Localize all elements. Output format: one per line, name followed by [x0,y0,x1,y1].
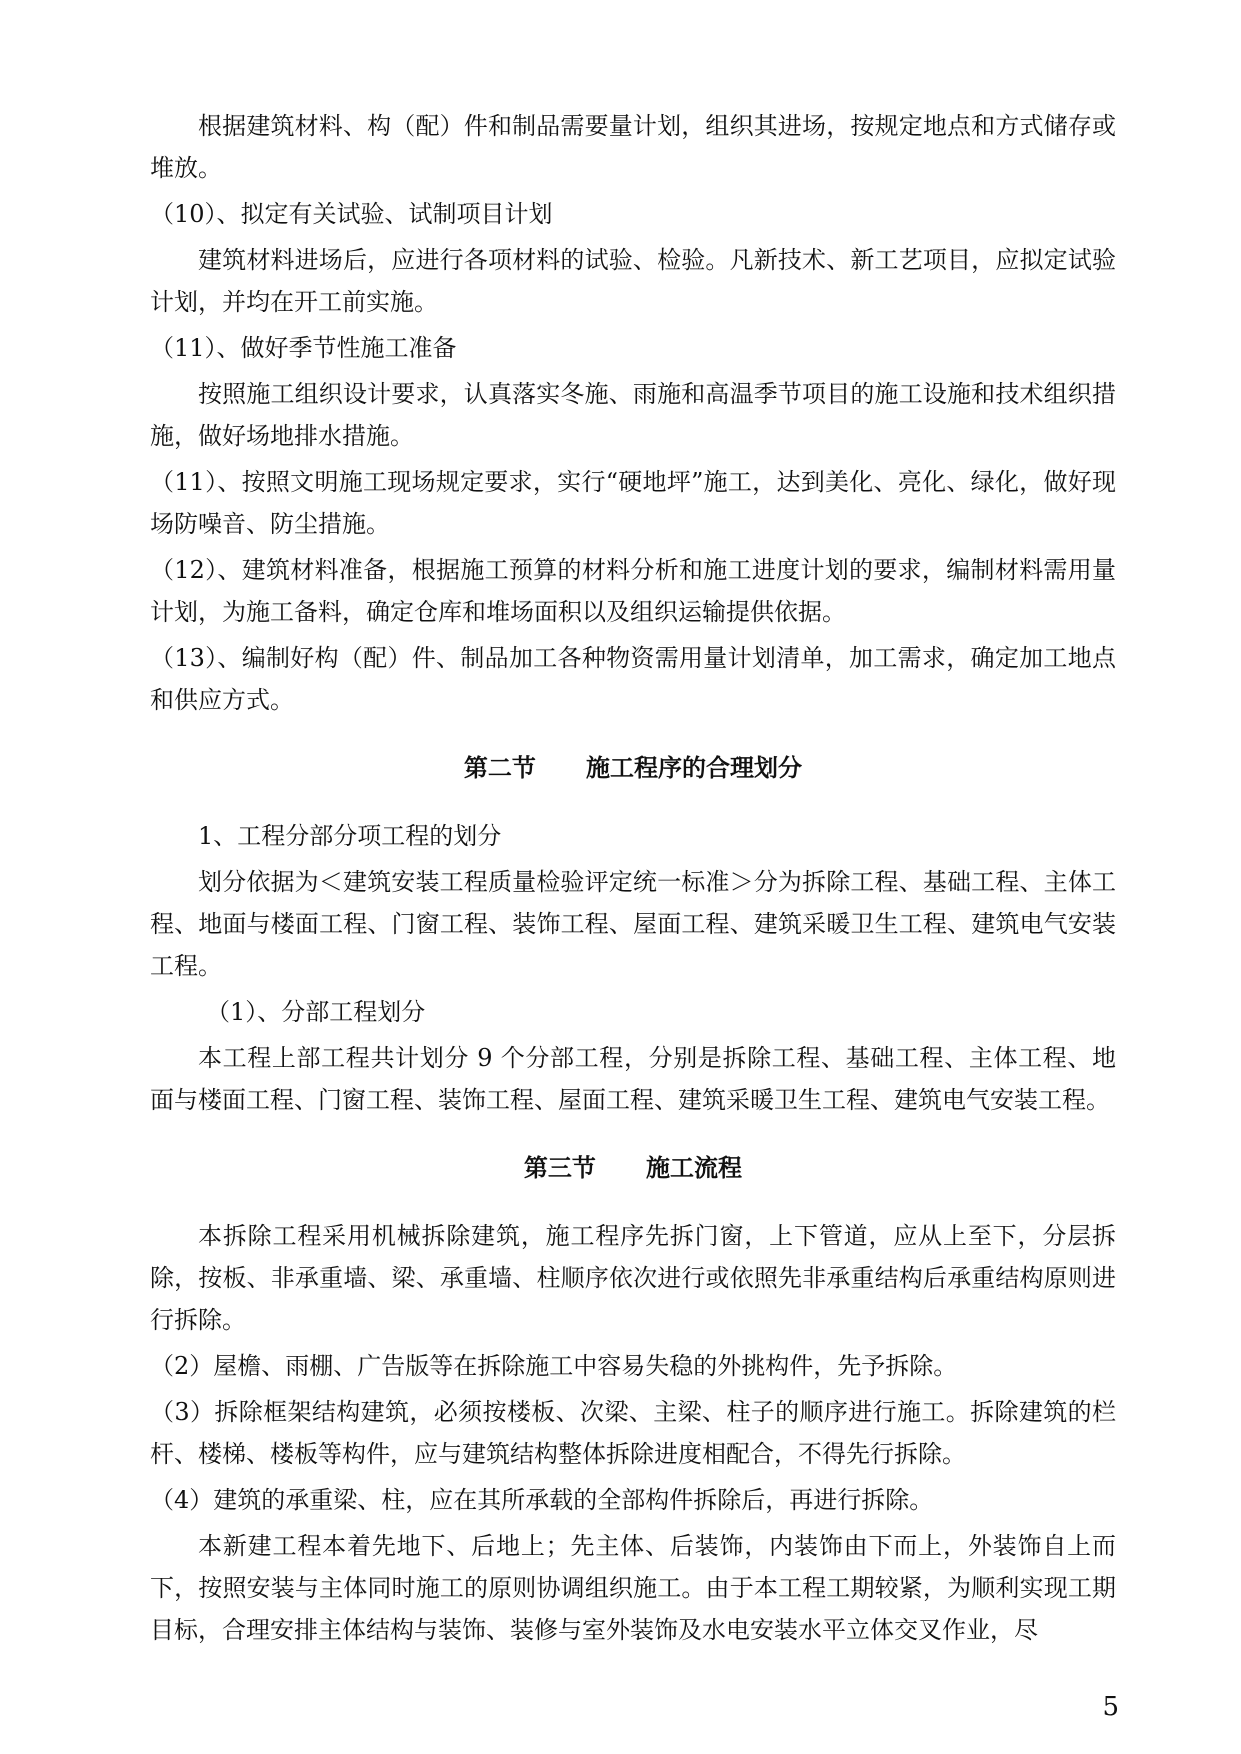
item-11-title: （11）、做好季节性施工准备 [150,334,457,362]
paragraph-testing-plan: 建筑材料进场后，应进行各项材料的试验、检验。凡新技术、新工艺项目，应拟定试验计划，并均在开工前实施。 [150,246,1116,316]
item-2-eaves: （2）屋檐、雨棚、广告版等在拆除施工中容易失稳的外挑构件，先予拆除。 [150,1352,958,1380]
item-12-materials: （12）、建筑材料准备，根据施工预算的材料分析和施工进度计划的要求，编制材料需用量计划，为施工备料，确定仓库和堆场面积以及组织运输提供依据。 [150,556,1116,626]
paragraph-demolition-process: 本拆除工程采用机械拆除建筑，施工程序先拆门窗，上下管道，应从上至下，分层拆除，按板、非承重墙、梁、承重墙、柱顺序依次进行或依照先非承重结构后承重结构原则进行拆除。 [150,1222,1116,1334]
paragraph-material-storage: 根据建筑材料、构（配）件和制品需要量计划，组织其进场，按规定地点和方式储存或堆放。 [150,112,1116,182]
item-3-frame: （3）拆除框架结构建筑，必须按楼板、次梁、主梁、柱子的顺序进行施工。拆除建筑的栏杆、楼梯、楼板等构件，应与建筑结构整体拆除进度相配合，不得先行拆除。 [150,1398,1116,1468]
item-11-civilized-site: （11）、按照文明施工现场规定要求，实行“硬地坪”施工，达到美化、亮化、绿化，做好现场防噪音、防尘措施。 [150,468,1116,538]
page-content [150,105,1116,1651]
paragraph-new-construction: 本新建工程本着先地下、后地上；先主体、后装饰，内装饰由下而上，外装饰自上而下，按照安装与主体同时施工的原则协调组织施工。由于本工程工期较紧，为顺利实现工期目标，合理安排主体结构与装饰、装修与室外装饰及水电安装水平立体交叉作业，尽 [150,1532,1116,1644]
section-heading-2: 第二节 施工程序的合理划分 [463,754,803,782]
paragraph-nine-divisions: 本工程上部工程共计划分 9 个分部工程，分别是拆除工程、基础工程、主体工程、地面与楼面工程、门窗工程、装饰工程、屋面工程、建筑采暖卫生工程、建筑电气安装工程。 [150,1044,1116,1114]
subheading-division-1: （1）、分部工程划分 [206,998,426,1026]
item-13-components: （13）、编制好构（配）件、制品加工各种物资需用量计划清单，加工需求，确定加工地点和供应方式。 [150,644,1116,714]
item-4-beams: （4）建筑的承重梁、柱，应在其所承载的全部构件拆除后，再进行拆除。 [150,1486,934,1514]
subheading-division: 1、工程分部分项工程的划分 [198,822,502,850]
item-10-title: （10）、拟定有关试验、试制项目计划 [150,200,553,228]
section-heading-3: 第三节 施工流程 [523,1154,743,1182]
paragraph-division-basis: 划分依据为＜建筑安装工程质量检验评定统一标准＞分为拆除工程、基础工程、主体工程、地面与楼面工程、门窗工程、装饰工程、屋面工程、建筑采暖卫生工程、建筑电气安装工程。 [150,868,1116,980]
page-number: 5 [1102,1692,1119,1722]
paragraph-seasonal-prep: 按照施工组织设计要求，认真落实冬施、雨施和高温季节项目的施工设施和技术组织措施，做好场地排水措施。 [150,380,1116,450]
